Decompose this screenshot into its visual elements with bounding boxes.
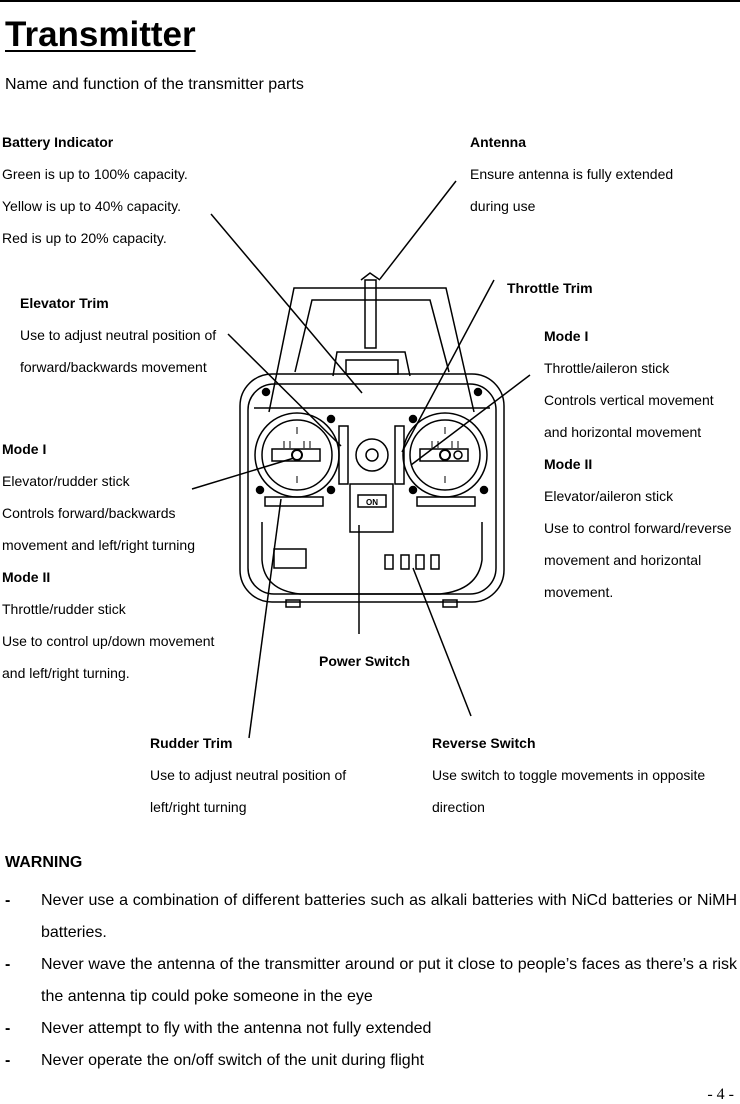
right-stick-leader	[411, 375, 530, 465]
right-mode1-line: Throttle/aileron stick	[544, 360, 670, 376]
warning-text: Never attempt to fly with the antenna not fully extended	[41, 1020, 432, 1037]
antenna-line: during use	[470, 198, 536, 214]
battery-window	[346, 360, 398, 374]
gimbal-ticks	[284, 427, 458, 483]
battery-line: Yellow is up to 40% capacity.	[2, 198, 181, 214]
rudder-trim-heading: Rudder Trim	[150, 735, 233, 751]
aileron-trim-slider	[417, 497, 475, 506]
left-mode2-heading: Mode II	[2, 569, 51, 585]
bullet-dash: -	[5, 892, 11, 909]
right-mode2-heading: Mode II	[544, 456, 593, 472]
right-mode2-line: movement and horizontal	[544, 552, 702, 568]
rudder-trim-callout	[150, 733, 346, 829]
left-gimbal-outer	[255, 413, 339, 497]
battery-line: Green is up to 100% capacity.	[2, 166, 188, 182]
bullet-dash: -	[5, 1020, 11, 1037]
reverse-switch-heading: Reverse Switch	[432, 735, 536, 751]
battery-leader	[211, 214, 362, 393]
page-number: - 4 -	[707, 1086, 734, 1103]
reverse-switches	[431, 555, 439, 569]
rudder-trim-line: left/right turning	[150, 799, 247, 815]
left-mode1-line: movement and left/right turning	[2, 537, 195, 553]
elevator-trim-callout	[20, 293, 216, 389]
warning-item	[5, 949, 737, 1013]
power-switch-label: Power Switch	[319, 653, 411, 669]
antenna-heading: Antenna	[470, 134, 526, 150]
right-mode2-line: Elevator/aileron stick	[544, 488, 674, 504]
warning-text: Never wave the antenna of the transmitter around or put it close to people’s faces as there’s a risk the antenna tip could poke someone in the eye	[41, 956, 737, 1005]
reverse-switch-leader	[413, 568, 471, 716]
right-mode2-line: movement.	[544, 584, 614, 600]
left-mode1-line: Controls forward/backwards	[2, 505, 176, 521]
right-stick-callout	[544, 326, 732, 614]
page-title: Transmitter	[5, 15, 196, 54]
elevator-trim-heading: Elevator Trim	[20, 295, 109, 311]
reverse-switch-callout	[432, 733, 705, 829]
right-mode1-line: and horizontal movement	[544, 424, 702, 440]
right-stick	[440, 450, 450, 460]
warning-list	[5, 885, 737, 1077]
small-panel	[274, 549, 306, 568]
battery-line: Red is up to 20% capacity.	[2, 230, 167, 246]
left-mode2-line: and left/right turning.	[2, 665, 130, 681]
reverse-switch-line: Use switch to toggle movements in opposite	[432, 767, 706, 783]
elevator-trim-line: forward/backwards movement	[20, 359, 207, 375]
left-mode2-line: Throttle/rudder stick	[2, 601, 126, 617]
power-switch-housing	[350, 484, 393, 532]
left-mode1-line: Elevator/rudder stick	[2, 473, 130, 489]
battery-indicator-heading: Battery Indicator	[2, 134, 114, 150]
antenna-line: Ensure antenna is fully extended	[470, 166, 674, 182]
rudder-trim-leader	[249, 499, 281, 738]
right-mode1-heading: Mode I	[544, 328, 589, 344]
warning-item	[5, 885, 737, 949]
power-switch-on-label: ON	[366, 498, 378, 507]
handle-inner	[295, 300, 449, 372]
transmitter-drawing	[240, 273, 504, 607]
right-mode1-line: Controls vertical movement	[544, 392, 714, 408]
elevator-trim-slider	[339, 426, 348, 484]
throttle-trim-label: Throttle Trim	[507, 280, 593, 296]
warning-text: Never use a combination of different batteries such as alkali batteries with NiCd batteries or NiMH batteries.	[41, 892, 737, 941]
left-mode1-heading: Mode I	[2, 441, 47, 457]
battery-indicator-callout	[2, 132, 188, 260]
bullet-dash: -	[5, 956, 11, 973]
bullet-dash: -	[5, 1052, 11, 1069]
center-knob	[356, 439, 388, 471]
reverse-switch-line: direction	[432, 799, 485, 815]
warning-item	[5, 1013, 737, 1045]
elevator-trim-line: Use to adjust neutral position of	[20, 327, 217, 343]
throttle-trim-leader	[402, 280, 494, 452]
antenna-callout	[470, 132, 673, 228]
left-stick-callout	[2, 439, 214, 695]
right-mode2-line: Use to control forward/reverse	[544, 520, 732, 536]
antenna-tip	[361, 273, 380, 280]
warning-item	[5, 1045, 737, 1077]
rudder-trim-slider	[265, 497, 323, 506]
antenna-shaft	[365, 280, 376, 348]
warning-text: Never operate the on/off switch of the unit during flight	[41, 1052, 425, 1069]
rudder-trim-line: Use to adjust neutral position of	[150, 767, 347, 783]
page-subtitle: Name and function of the transmitter parts	[5, 76, 304, 93]
warning-title: WARNING	[5, 854, 83, 871]
lower-panel	[262, 522, 482, 594]
antenna-leader	[380, 181, 456, 279]
left-mode2-line: Use to control up/down movement	[2, 633, 215, 649]
